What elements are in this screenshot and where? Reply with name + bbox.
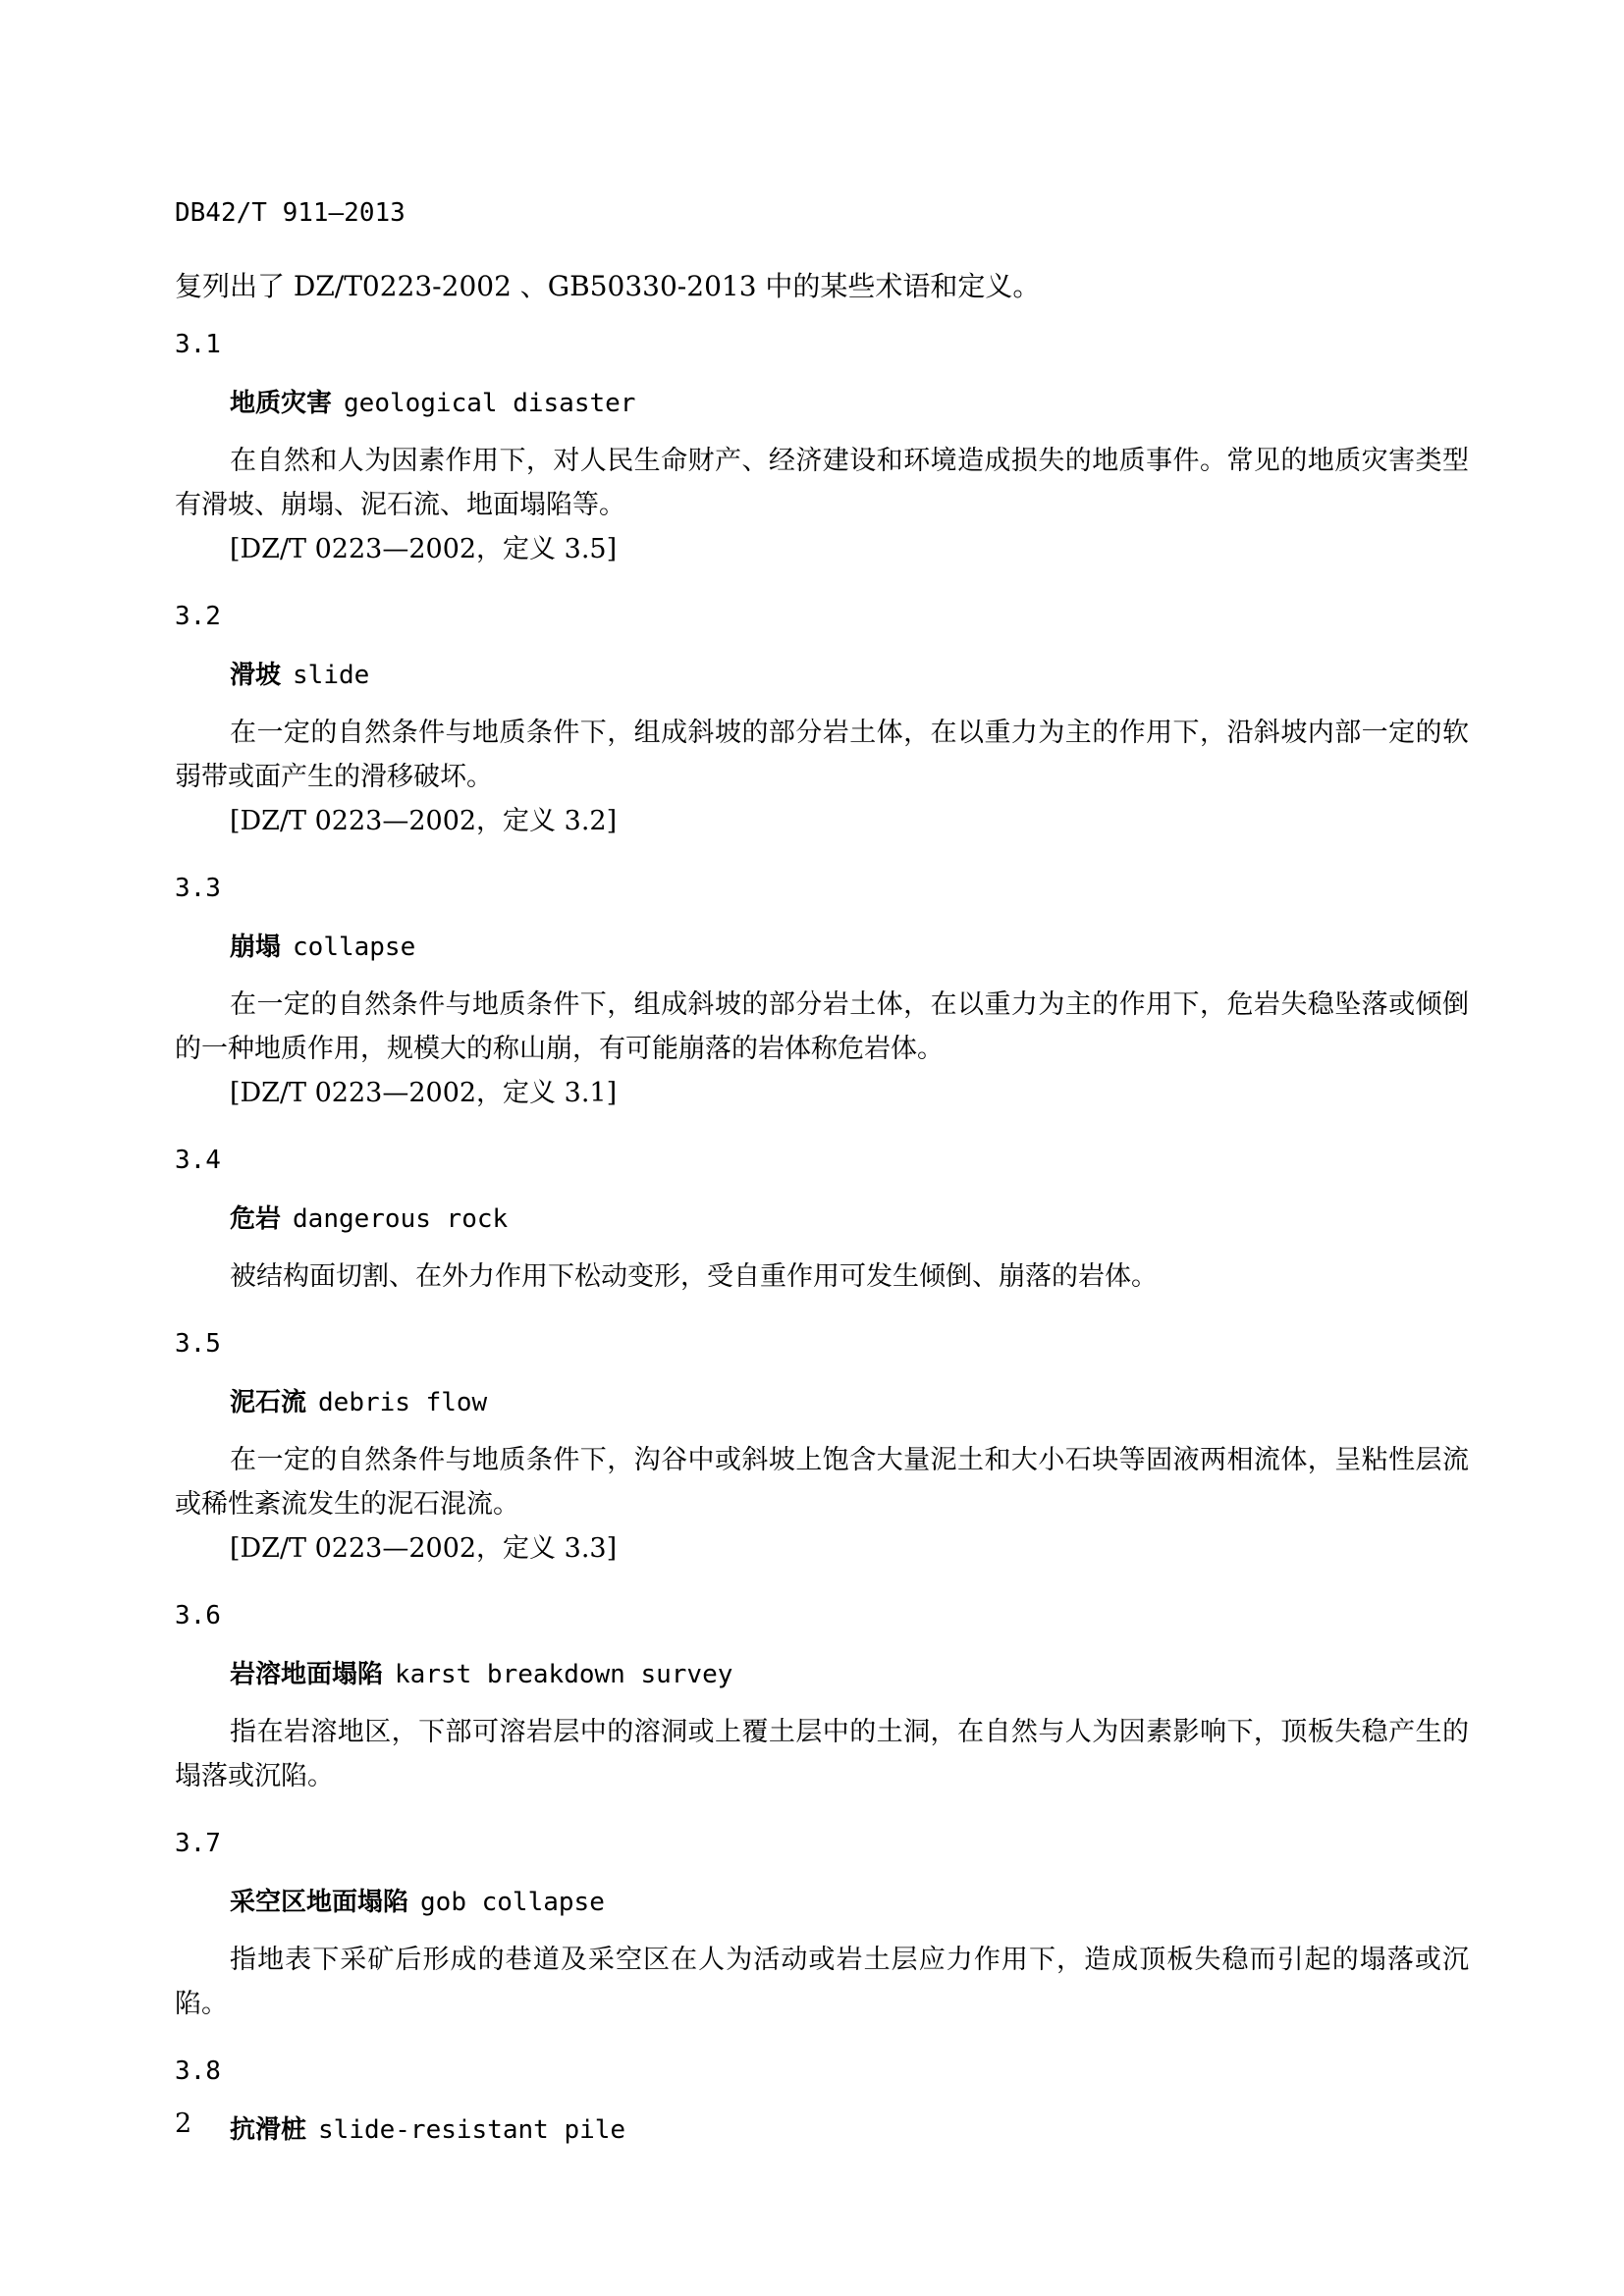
term-english: geological disaster [344, 389, 636, 418]
term-english: gob collapse [420, 1888, 605, 1917]
term-entry [175, 1600, 1469, 1798]
term-chinese: 危岩 [230, 1204, 282, 1234]
term-chinese: 采空区地面塌陷 [230, 1888, 409, 1917]
term-source: [DZ/T 0223—2002，定义 3.2] [230, 806, 618, 836]
term-definition: 在一定的自然条件与地质条件下，沟谷中或斜坡上饱含大量泥土和大小石块等固液两相流体，呈粘性层流或稀性紊流发生的泥石混流。 [175, 1445, 1469, 1520]
standard-code-header: DB42/T 911—2013 [175, 198, 406, 228]
term-heading [175, 660, 1469, 691]
term-entry [175, 601, 1469, 843]
term-entry [175, 329, 1469, 571]
document-page [175, 0, 1469, 2296]
term-definition: 在自然和人为因素作用下，对人民生命财产、经济建设和环境造成损失的地质事件。常见的地质灾害类型有滑坡、崩塌、泥石流、地面塌陷等。 [175, 446, 1469, 520]
term-english: dangerous rock [293, 1204, 509, 1234]
term-chinese: 地质灾害 [230, 389, 333, 418]
clause-number: 3.8 [175, 2056, 221, 2086]
term-source: [DZ/T 0223—2002，定义 3.5] [230, 534, 618, 564]
term-entry [175, 1328, 1469, 1571]
term-definition: 指地表下采矿后形成的巷道及采空区在人为活动或岩土层应力作用下，造成顶板失稳而引起的塌落或沉陷。 [175, 1945, 1469, 2019]
term-entry [175, 2056, 1469, 2146]
term-source: [DZ/T 0223—2002，定义 3.1] [230, 1078, 618, 1108]
clause-number: 3.2 [175, 602, 221, 631]
term-english: slide-resistant pile [318, 2115, 626, 2145]
term-heading [175, 932, 1469, 963]
clause-number: 3.3 [175, 874, 221, 903]
term-heading [175, 1387, 1469, 1418]
term-chinese: 岩溶地面塌陷 [230, 1660, 384, 1689]
term-english: collapse [293, 933, 416, 962]
term-definition: 在一定的自然条件与地质条件下，组成斜坡的部分岩土体，在以重力为主的作用下，危岩失稳坠落或倾倒的一种地质作用，规模大的称山崩，有可能崩落的岩体称危岩体。 [175, 989, 1469, 1064]
term-entry [175, 1828, 1469, 2026]
clause-number: 3.7 [175, 1829, 221, 1858]
term-heading [175, 2114, 1469, 2146]
term-heading [175, 388, 1469, 419]
intro-paragraph: 复列出了 DZ/T0223-2002 、GB50330-2013 中的某些术语和定义。 [175, 270, 1041, 302]
term-heading [175, 1203, 1469, 1235]
clause-number: 3.6 [175, 1601, 221, 1630]
term-heading [175, 1659, 1469, 1690]
term-chinese: 泥石流 [230, 1388, 307, 1417]
term-source: [DZ/T 0223—2002，定义 3.3] [230, 1533, 618, 1564]
term-entry [175, 873, 1469, 1115]
clause-number: 3.1 [175, 330, 221, 359]
term-definition: 在一定的自然条件与地质条件下，组成斜坡的部分岩土体，在以重力为主的作用下，沿斜坡内部一定的软弱带或面产生的滑移破坏。 [175, 718, 1469, 792]
term-heading [175, 1887, 1469, 1918]
term-chinese: 滑坡 [230, 661, 282, 690]
term-definition: 指在岩溶地区，下部可溶岩层中的溶洞或上覆土层中的土洞，在自然与人为因素影响下，顶板失稳产生的塌落或沉陷。 [175, 1717, 1469, 1791]
term-entry [175, 1145, 1469, 1299]
term-english: debris flow [318, 1388, 488, 1417]
terms-list [175, 329, 1469, 2175]
term-chinese: 抗滑桩 [230, 2115, 307, 2145]
term-chinese: 崩塌 [230, 933, 282, 962]
term-english: karst breakdown survey [395, 1660, 733, 1689]
clause-number: 3.5 [175, 1329, 221, 1359]
term-definition: 被结构面切割、在外力作用下松动变形，受自重作用可发生倾倒、崩落的岩体。 [230, 1261, 1158, 1292]
clause-number: 3.4 [175, 1146, 221, 1175]
term-english: slide [293, 661, 370, 690]
page-number: 2 [175, 2109, 192, 2139]
